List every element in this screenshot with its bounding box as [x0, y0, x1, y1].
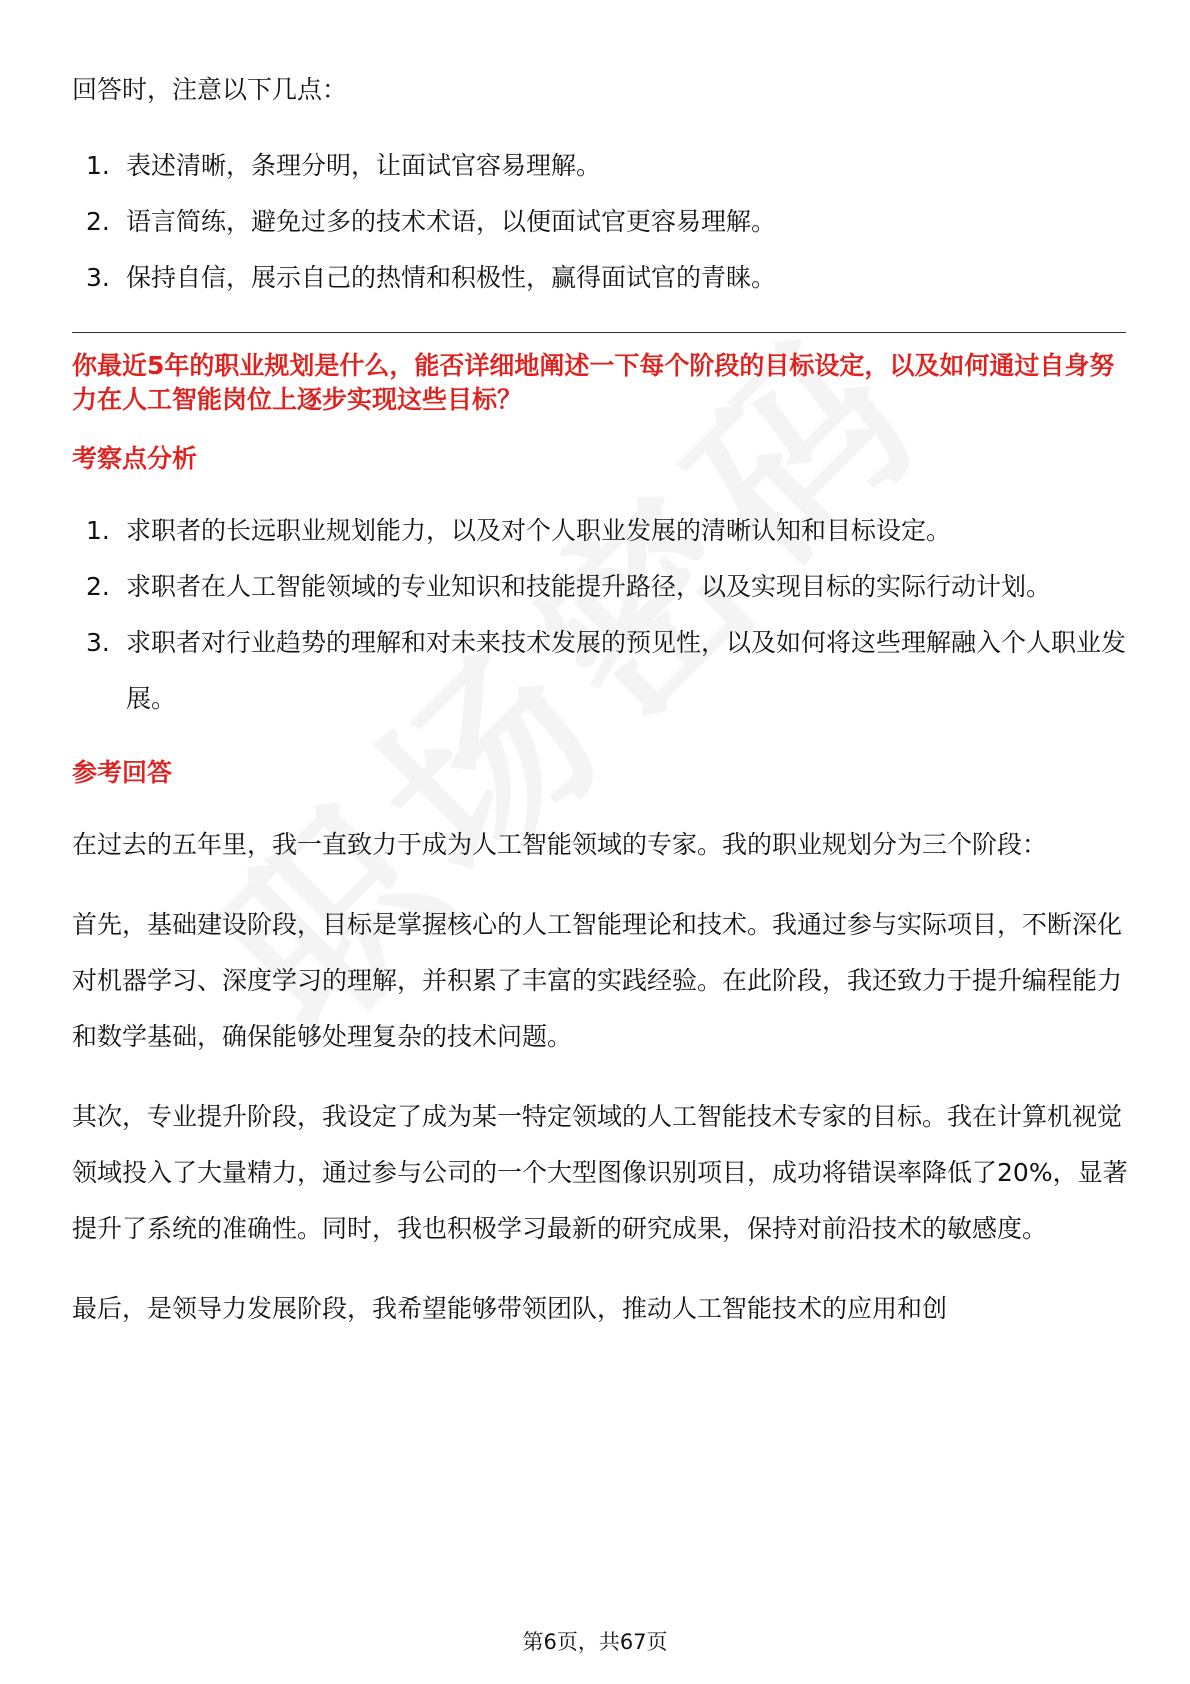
section-divider — [72, 332, 1126, 333]
list-item-text: 表述清晰，条理分明，让面试官容易理解。 — [126, 151, 602, 180]
list-number: 3. — [86, 628, 110, 657]
list-item — [72, 559, 1132, 615]
list-item — [72, 194, 1132, 250]
list-item — [72, 503, 1132, 559]
tips-list — [72, 138, 1132, 306]
list-number: 1. — [86, 516, 110, 545]
page-content — [72, 62, 1132, 1361]
answer-paragraph: 首先，基础建设阶段，目标是掌握核心的人工智能理论和技术。我通过参与实际项目，不断深化对机器学习、深度学习的理解，并积累了丰富的实践经验。在此阶段，我还致力于提升编程能力和数学基础，确保能够处理复杂的技术问题。 — [72, 910, 1123, 1051]
list-number: 2. — [86, 572, 110, 601]
question-heading: 你最近5年的职业规划是什么，能否详细地阐述一下每个阶段的目标设定，以及如何通过自身努力在人工智能岗位上逐步实现这些目标？ — [72, 351, 1115, 414]
answer-paragraph: 其次，专业提升阶段，我设定了成为某一特定领域的人工智能技术专家的目标。我在计算机视觉领域投入了大量精力，通过参与公司的一个大型图像识别项目，成功将错误率降低了20%，显著提升了系统的准确性。同时，我也积极学习最新的研究成果，保持对前沿技术的敏感度。 — [72, 1102, 1128, 1243]
analysis-heading: 考察点分析 — [72, 444, 198, 473]
list-item-text: 求职者的长远职业规划能力，以及对个人职业发展的清晰认知和目标设定。 — [126, 516, 952, 545]
answer-paragraph: 在过去的五年里，我一直致力于成为人工智能领域的专家。我的职业规划分为三个阶段： — [72, 830, 1048, 859]
list-item-text: 保持自信，展示自己的热情和积极性，赢得面试官的青睐。 — [126, 263, 777, 292]
page-footer: 第6页，共67页 — [522, 1630, 668, 1654]
list-item-text: 求职者对行业趋势的理解和对未来技术发展的预见性，以及如何将这些理解融入个人职业发展。 — [126, 628, 1127, 713]
list-number: 3. — [86, 263, 110, 292]
answer-heading: 参考回答 — [72, 758, 173, 787]
list-number: 2. — [86, 207, 110, 236]
list-number: 1. — [86, 151, 110, 180]
list-item — [72, 250, 1132, 306]
list-item-text: 求职者在人工智能领域的专业知识和技能提升路径，以及实现目标的实际行动计划。 — [126, 572, 1052, 601]
analysis-list — [72, 503, 1132, 727]
list-item — [72, 615, 1132, 727]
list-item-text: 语言简练，避免过多的技术术语，以便面试官更容易理解。 — [126, 207, 777, 236]
list-item — [72, 138, 1132, 194]
answer-paragraph: 最后，是领导力发展阶段，我希望能够带领团队，推动人工智能技术的应用和创 — [72, 1294, 948, 1323]
intro-text: 回答时，注意以下几点： — [72, 75, 348, 104]
